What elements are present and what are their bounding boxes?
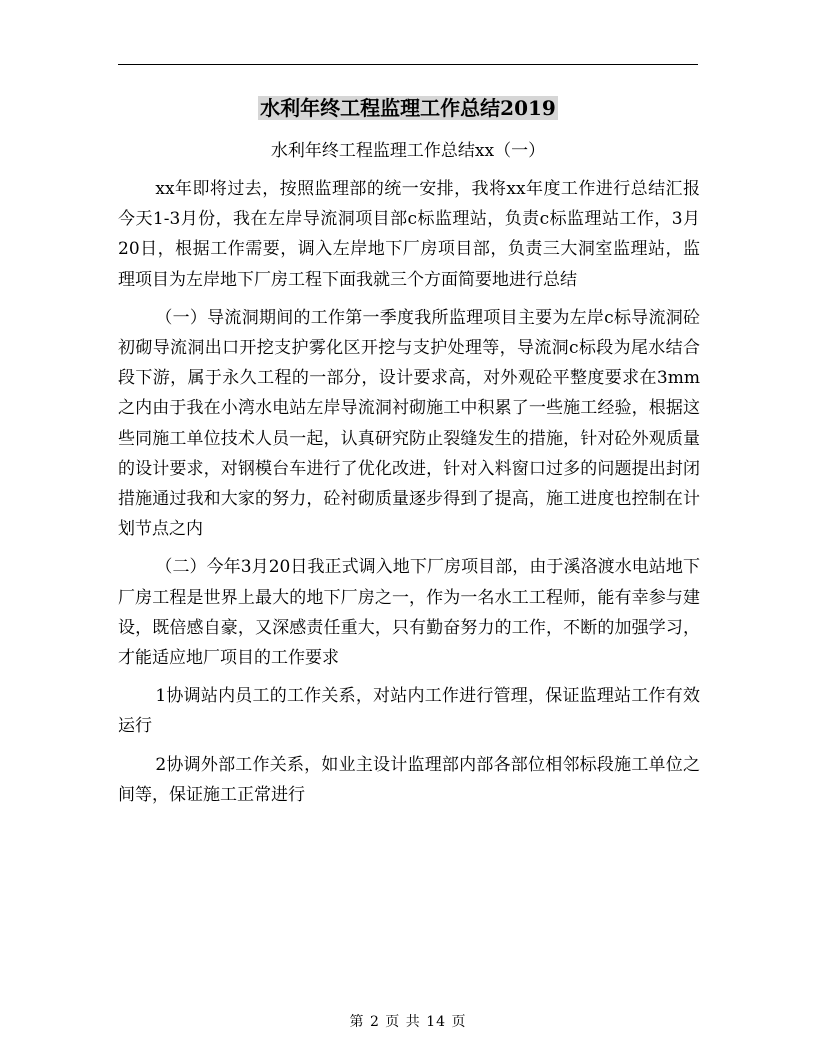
document-title-text: 水利年终工程监理工作总结2019 [260, 96, 556, 120]
paragraph-intro: xx年即将过去，按照监理部的统一安排，我将xx年度工作进行总结汇报今天1-3月份，我在左岸导流洞项目部c标监理站，负责c标监理站工作，3月20日，根据工作需要，调入左岸地下厂房项目部，负责三大洞室监理站，监理项目为左岸地下厂房工程下面我就三个方面简要地进行总结 [118, 179, 700, 290]
paragraph-item-2: 2协调外部工作关系，如业主设计监理部内部各部位相邻标段施工单位之间等，保证施工正常进行 [118, 754, 700, 805]
page-number-footer: 第 2 页 共 14 页 [349, 1014, 467, 1030]
document-subtitle: 水利年终工程监理工作总结xx（一） [270, 141, 546, 161]
paragraph-item-1: 1协调站内员工的工作关系，对站内工作进行管理，保证监理站工作有效运行 [118, 686, 700, 737]
document-body [118, 174, 700, 818]
document-title [0, 92, 816, 124]
paragraph-section-1: （一）导流洞期间的工作第一季度我所监理项目主要为左岸c标导流洞砼初砌导流洞出口开挖支护雾化区开挖与支护处理等，导流洞c标段为尾水结合段下游，属于永久工程的一部分，设计要求高，对外观砼平整度要求在3mm之内由于我在小湾水电站左岸导流洞衬砌施工中积累了一些施工经验，根据这些同施工单位技术人员一起，认真研究防止裂缝发生的措施，针对砼外观质量的设计要求，对钢模台车进行了优化改进，针对入料窗口过多的问题提出封闭措施通过我和大家的努力，砼衬砌质量逐步得到了提高，施工进度也控制在计划节点之内 [118, 307, 700, 540]
header-rule [118, 64, 698, 65]
paragraph-section-2: （二）今年3月20日我正式调入地下厂房项目部，由于溪洛渡水电站地下厂房工程是世界上最大的地下厂房之一，作为一名水工工程师，能有幸参与建设，既倍感自豪，又深感责任重大，只有勤奋努力的工作，不断的加强学习，才能适应地厂项目的工作要求 [118, 557, 700, 669]
